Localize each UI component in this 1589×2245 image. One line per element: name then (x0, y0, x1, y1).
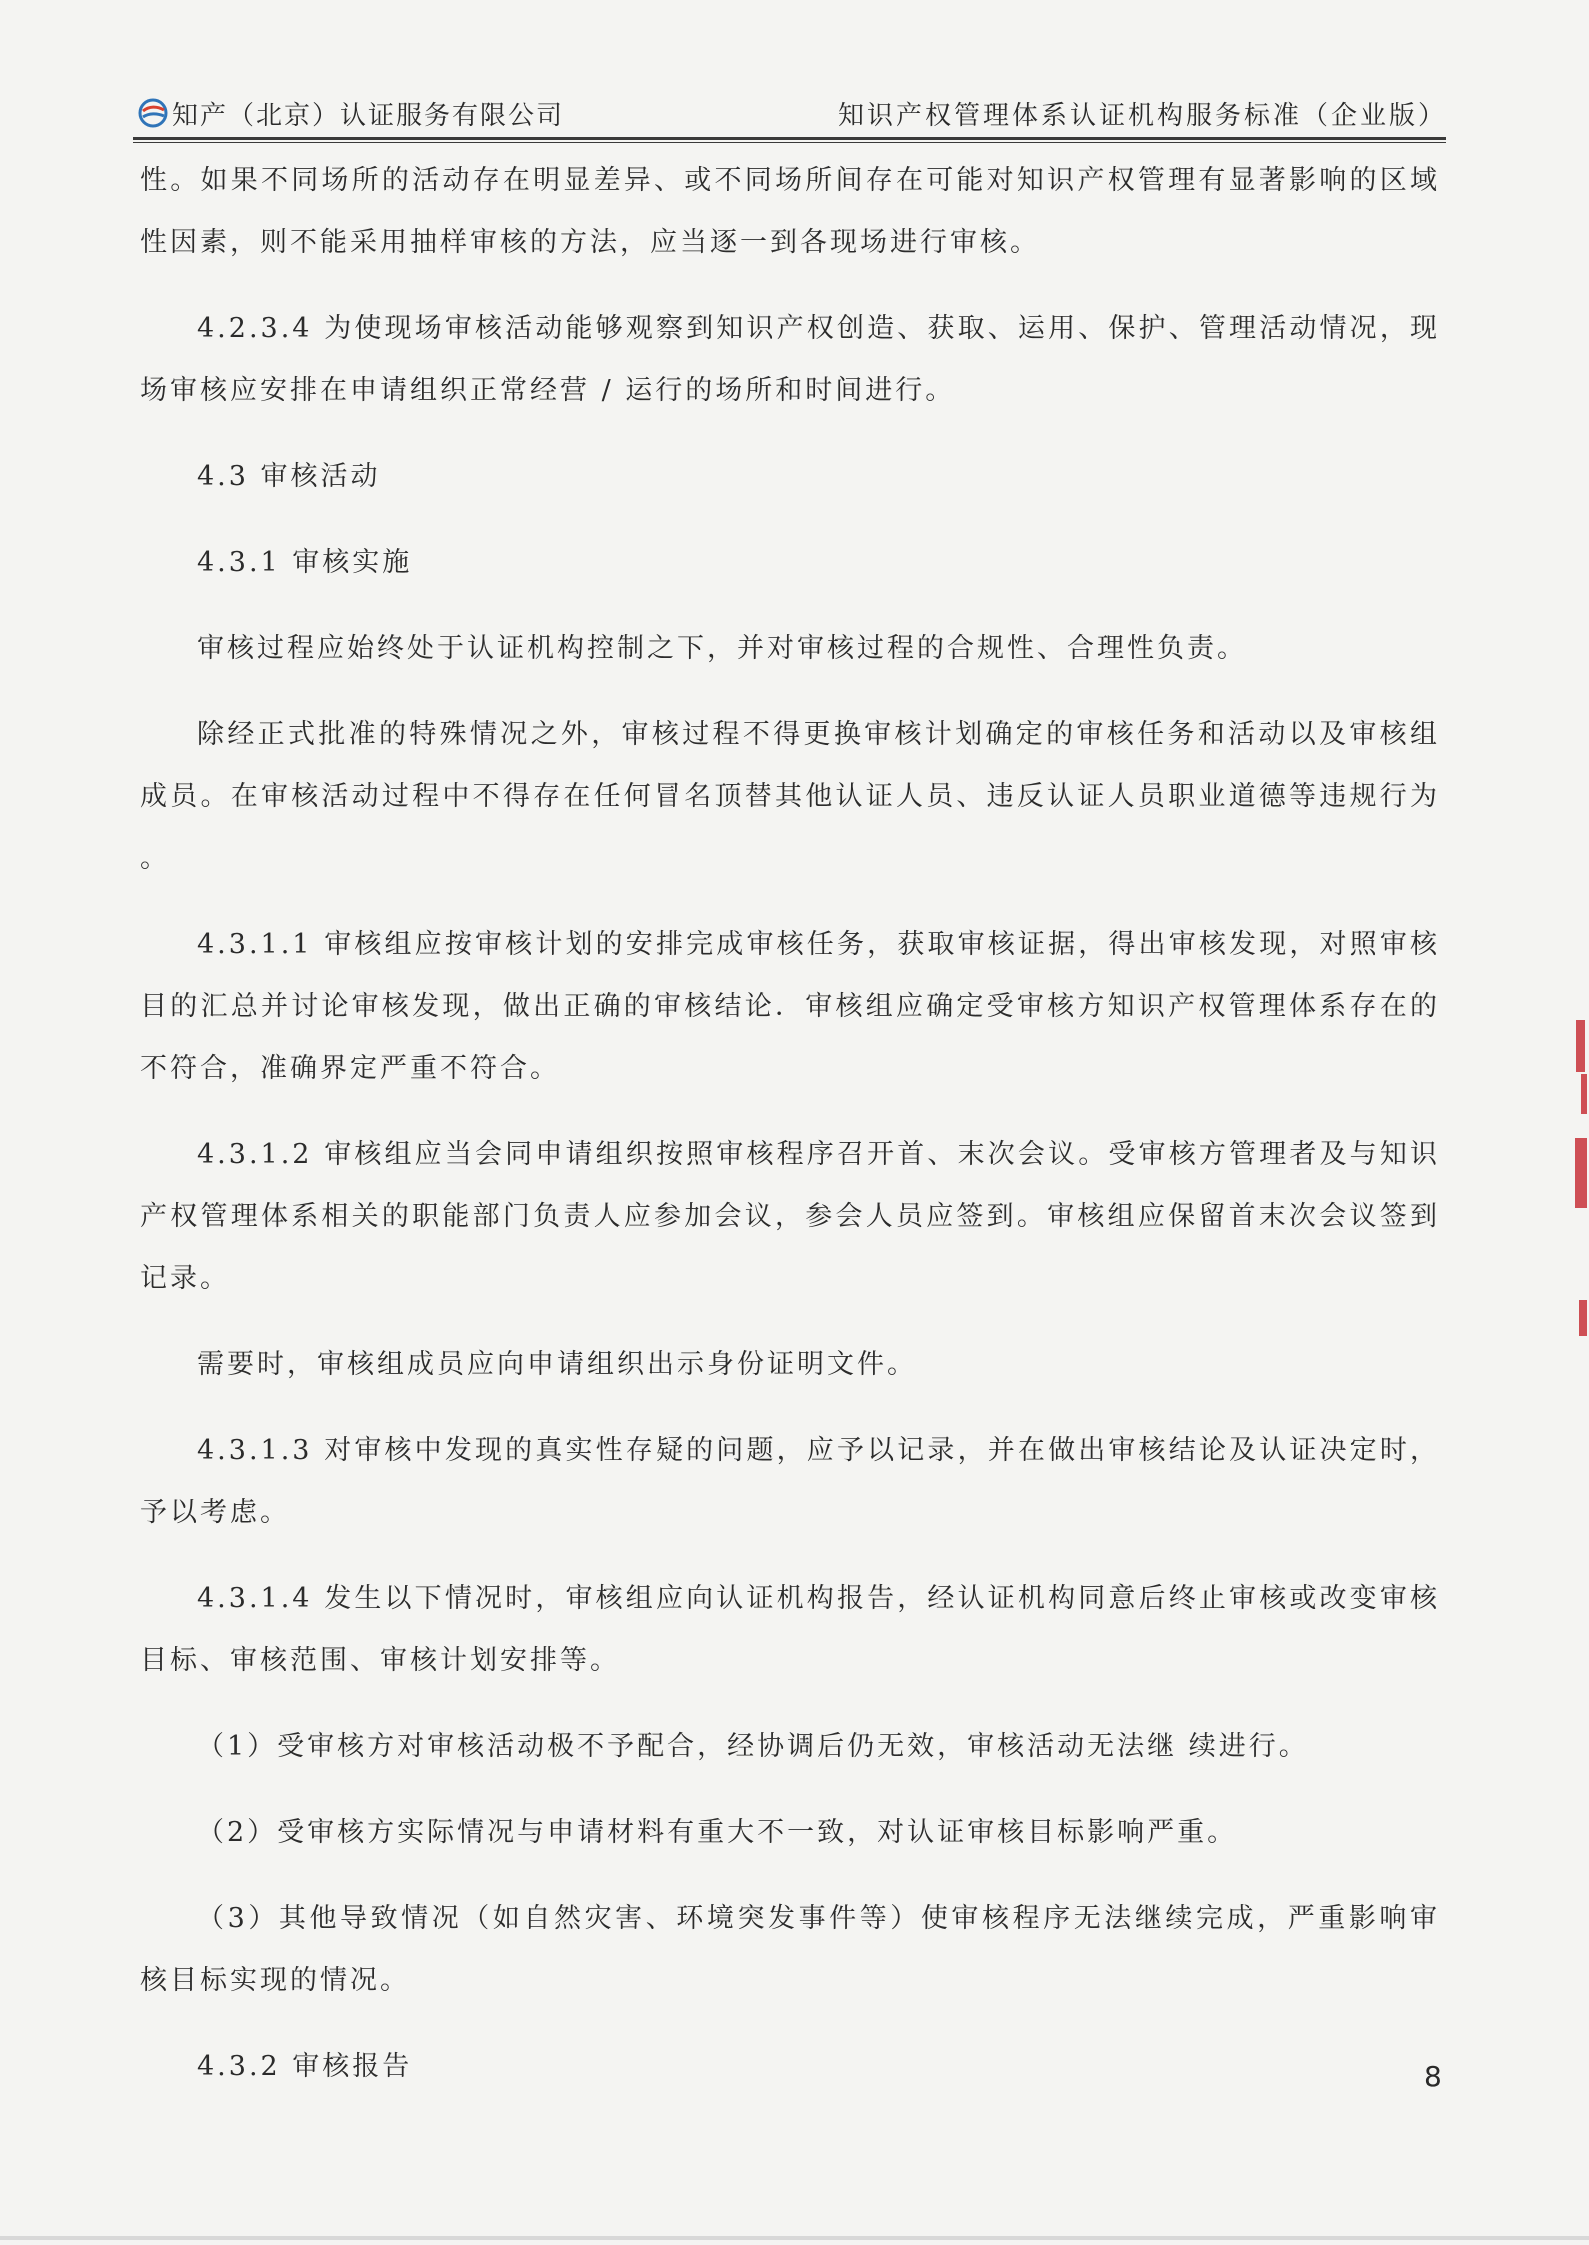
clause-4-3-1-3: 4.3.1.3 对审核中发现的真实性存疑的问题，应予以记录，并在做出审核结论及认证决定时，予以考虑。 (140, 1435, 1440, 1528)
document-body (140, 150, 1440, 2098)
seal-stamp-fragment-icon (1570, 1020, 1589, 1360)
header-rule-thick (133, 137, 1446, 140)
scan-edge (0, 2236, 1589, 2240)
company-name: 知产（北京）认证服务有限公司 (172, 100, 565, 131)
clause-4-3-1-2: 4.3.1.2 审核组应当会同申请组织按照审核程序召开首、末次会议。受审核方管理者及与知识产权管理体系相关的职能部门负责人应参加会议，参会人员应签到。审核组应保留首末次会议签到记录。 (140, 1139, 1440, 1294)
document-title: 知识产权管理体系认证机构服务标准（企业版） (837, 100, 1447, 131)
clause-4-3-1-4: 4.3.1.4 发生以下情况时，审核组应向认证机构报告，经认证机构同意后终止审核或改变审核目标、审核范围、审核计划安排等。 (140, 1583, 1440, 1676)
clause-4-2-3-4: 4.2.3.4 为使现场审核活动能够观察到知识产权创造、获取、运用、保护、管理活动情况，现场审核应安排在申请组织正常经营 / 运行的场所和时间进行。 (140, 313, 1440, 406)
paragraph: 审核过程应始终处于认证机构控制之下，并对审核过程的合规性、合理性负责。 (197, 633, 1247, 664)
list-item-2: （2）受审核方实际情况与申请材料有重大不一致，对认证审核目标影响严重。 (197, 1817, 1238, 1848)
header-rule-thin (133, 142, 1446, 143)
list-item-1: （1）受审核方对审核活动极不予配合，经协调后仍无效，审核活动无法继 续进行。 (197, 1731, 1309, 1762)
section-heading-4-3-2: 4.3.2 审核报告 (197, 2051, 413, 2082)
page-number: 8 (1424, 2060, 1442, 2093)
section-heading-4-3-1: 4.3.1 审核实施 (197, 547, 413, 578)
clause-4-3-1-1: 4.3.1.1 审核组应按审核计划的安排完成审核任务，获取审核证据，得出审核发现，对照审核目的汇总并讨论审核发现，做出正确的审核结论．审核组应确定受审核方知识产权管理体系存在的不符合，准确界定严重不符合。 (140, 929, 1440, 1084)
section-heading-4-3: 4.3 审核活动 (197, 461, 381, 492)
paragraph: 除经正式批准的特殊情况之外，审核过程不得更换审核计划确定的审核任务和活动以及审核组成员。在审核活动过程中不得存在任何冒名顶替其他认证人员、违反认证人员职业道德等违规行为 。 (140, 719, 1440, 874)
header-company (138, 93, 564, 133)
paragraph: 性。如果不同场所的活动存在明显差异、或不同场所间存在可能对知识产权管理有显著影响的区域性因素，则不能采用抽样审核的方法，应当逐一到各现场进行审核。 (140, 165, 1440, 258)
paragraph: 需要时，审核组成员应向申请组织出示身份证明文件。 (197, 1349, 917, 1380)
list-item-3: （3）其他导致情况（如自然灾害、环境突发事件等）使审核程序无法继续完成，严重影响审核目标实现的情况。 (140, 1903, 1440, 1996)
company-logo-icon (138, 98, 168, 128)
